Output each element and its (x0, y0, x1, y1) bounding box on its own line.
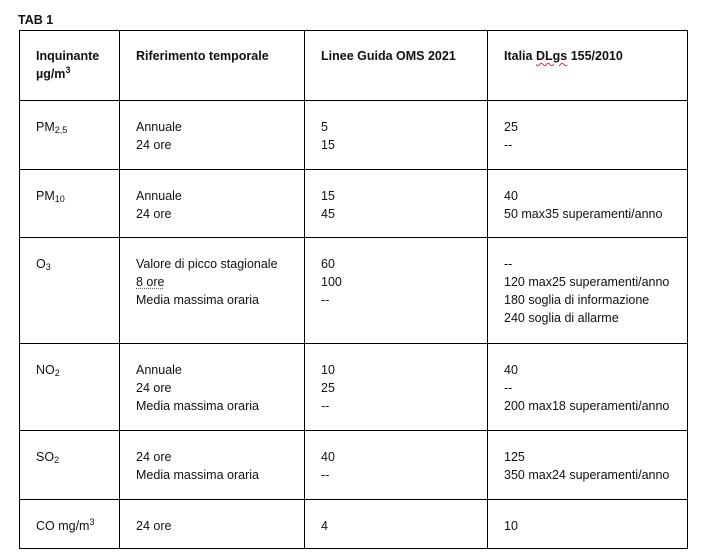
header-pollutant-unit (36, 65, 119, 83)
header-period: Riferimento temporale (120, 31, 305, 101)
table-row (20, 431, 688, 500)
table-row (20, 170, 688, 238)
pollutant-superscript: 3 (89, 517, 95, 527)
oms-cell (305, 170, 488, 238)
pollutant-name: O (36, 257, 46, 271)
pollutant-subscript: 3 (45, 262, 51, 272)
pollutant-limits-table (19, 30, 688, 549)
pollutant-cell (20, 101, 120, 170)
period-cell (120, 431, 305, 500)
period-value-marked: 8 ore (136, 275, 165, 289)
period-value: 24 ore (136, 381, 172, 395)
header-italia-suffix: 155/2010 (567, 49, 623, 63)
oms-cell (305, 238, 488, 344)
pollutant-subscript: 2 (54, 368, 60, 378)
italia-value: 240 soglia di allarme (504, 311, 619, 325)
period-cell (120, 101, 305, 170)
period-value: 24 ore (136, 207, 172, 221)
pollutant-cell (20, 500, 120, 549)
italia-value: 350 max24 superamenti/anno (504, 468, 670, 482)
oms-cell (305, 500, 488, 549)
period-value: Media massima oraria (136, 399, 259, 413)
italia-cell (488, 431, 688, 500)
italia-value: 40 (504, 363, 518, 377)
period-value: Annuale (136, 189, 182, 203)
oms-value: 100 (321, 275, 342, 289)
period-value: Annuale (136, 120, 182, 134)
oms-value: 40 (321, 450, 335, 464)
unit-exponent: 3 (65, 65, 71, 75)
table-row (20, 344, 688, 431)
oms-value: 15 (321, 189, 335, 203)
italia-value: -- (504, 381, 513, 395)
italia-value: 10 (504, 519, 518, 533)
pollutant-subscript: 10 (54, 194, 65, 204)
period-value (136, 273, 304, 291)
table-row (20, 101, 688, 170)
oms-value: 60 (321, 257, 335, 271)
italia-value: 25 (504, 120, 518, 134)
italia-cell (488, 500, 688, 549)
header-italia-prefix: Italia (504, 49, 536, 63)
pollutant-cell (20, 170, 120, 238)
oms-value: 25 (321, 381, 335, 395)
pollutant-name: PM (36, 120, 55, 134)
italia-value: 200 max18 superamenti/anno (504, 399, 670, 413)
period-cell (120, 238, 305, 344)
oms-value: 10 (321, 363, 335, 377)
period-value: Annuale (136, 363, 182, 377)
oms-value: 5 (321, 120, 328, 134)
header-italia-spellcheck-word: DLgs (535, 49, 568, 63)
italia-cell (488, 170, 688, 238)
period-value: Media massima oraria (136, 293, 259, 307)
header-oms: Linee Guida OMS 2021 (305, 31, 488, 101)
oms-value: 45 (321, 207, 335, 221)
italia-value: 40 (504, 189, 518, 203)
period-cell (120, 500, 305, 549)
italia-value: 50 max35 superamenti/anno (504, 207, 663, 221)
pollutant-cell (20, 238, 120, 344)
pollutant-cell (20, 431, 120, 500)
italia-value: 125 (504, 450, 525, 464)
pollutant-name: SO (36, 450, 55, 464)
period-cell (120, 170, 305, 238)
pollutant-name: NO (36, 363, 55, 377)
italia-value: 180 soglia di informazione (504, 293, 650, 307)
period-value: 24 ore (136, 138, 172, 152)
italia-cell (488, 344, 688, 431)
oms-value: -- (321, 468, 330, 482)
period-value: 24 ore (136, 519, 172, 533)
pollutant-subscript: 2,5 (54, 125, 68, 135)
italia-value: -- (504, 138, 513, 152)
italia-cell (488, 101, 688, 170)
table-row (20, 500, 688, 549)
oms-value: 4 (321, 519, 328, 533)
pollutant-name: CO mg/m (36, 519, 90, 533)
pollutant-cell (20, 344, 120, 431)
pollutant-subscript: 2 (54, 455, 60, 465)
italia-value: 120 max25 superamenti/anno (504, 275, 670, 289)
oms-value: -- (321, 293, 330, 307)
oms-cell (305, 344, 488, 431)
italia-cell (488, 238, 688, 344)
header-pollutant-label: Inquinante (36, 49, 100, 63)
table-caption: TAB 1 (18, 13, 54, 27)
header-italia (488, 31, 688, 101)
italia-value: -- (504, 257, 513, 271)
oms-cell (305, 431, 488, 500)
period-value: Valore di picco stagionale (136, 257, 278, 271)
header-pollutant (20, 31, 120, 101)
period-value: 24 ore (136, 450, 172, 464)
oms-cell (305, 101, 488, 170)
oms-value: -- (321, 399, 330, 413)
unit-text: µg/m (36, 67, 66, 81)
pollutant-name: PM (36, 189, 55, 203)
oms-value: 15 (321, 138, 335, 152)
table-header-row (20, 31, 688, 101)
table-row (20, 238, 688, 344)
period-value: Media massima oraria (136, 468, 259, 482)
period-cell (120, 344, 305, 431)
